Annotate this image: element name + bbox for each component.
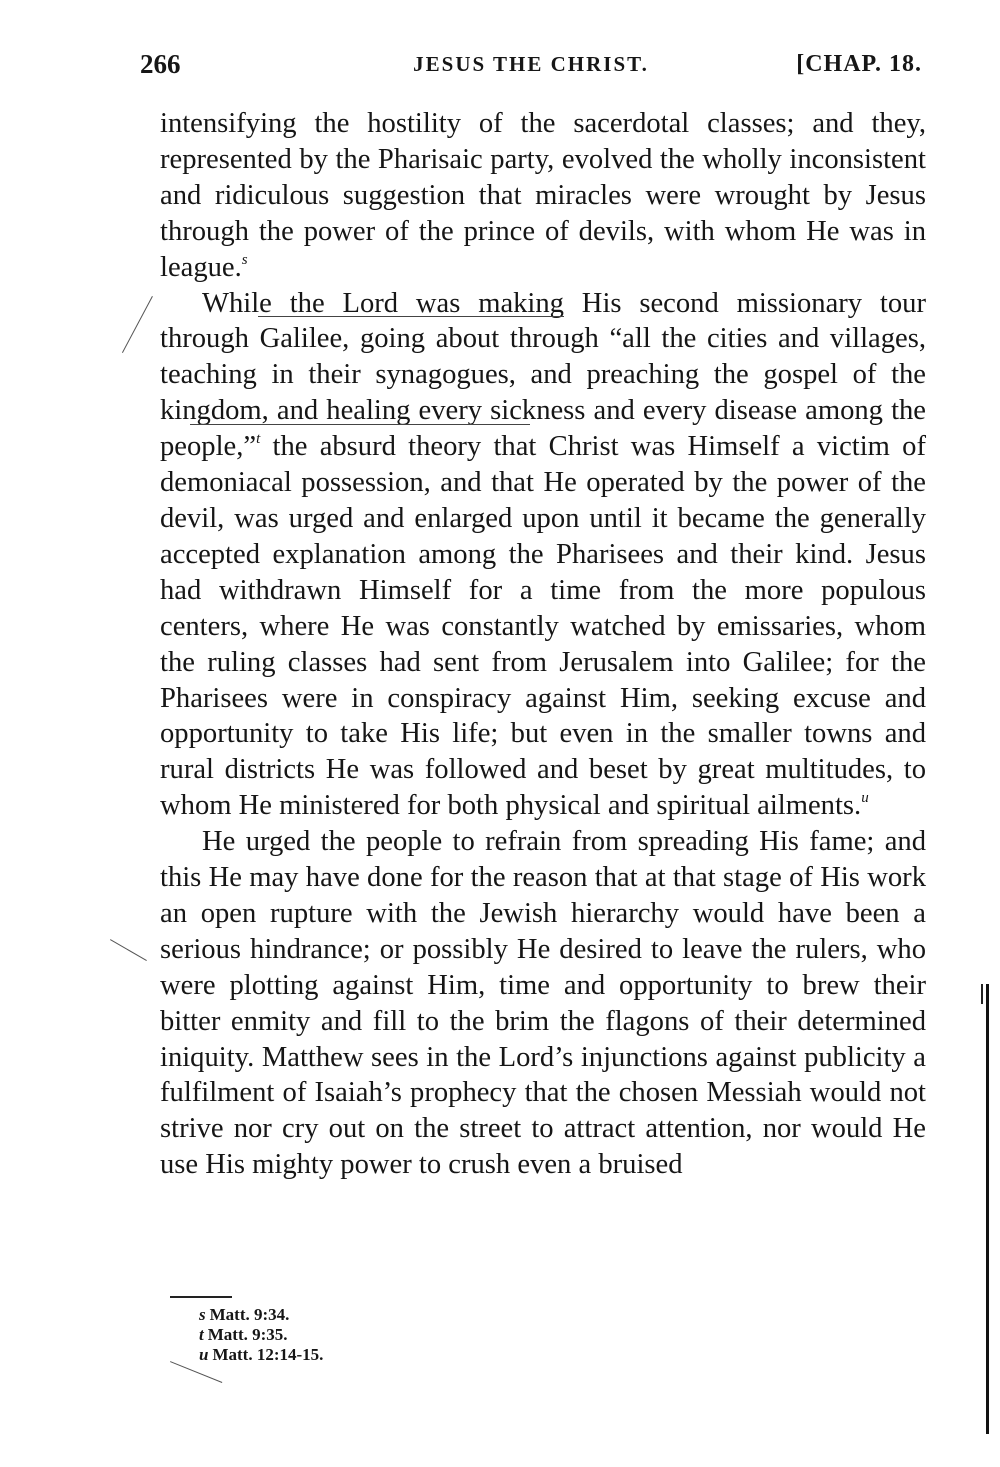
paragraph-1-text: intensifying the hostility of the sacerdotal classes; and they, represented by the Pharisaic party, evolved the wholly inconsistent and ridiculous suggestion that miracles were wrought by Jesus through the power of the prince of devils, with whom He was in league. [160, 108, 926, 283]
page-number: 266 [140, 49, 181, 79]
footnote-ref-t: t [256, 431, 261, 448]
footnote-text: Matt. 9:34. [209, 1305, 290, 1324]
paragraph-3-text: He urged the people to refrain from spreading His fame; and this He may have done for the reason that at that stage of His work an open rupture with the Jewish hierarchy would have been a serious hindrance; or possibly He desired to leave the rulers, who were plotting against Him, time and opportunity to brew their bitter enmity and fill to the brim the flagons of their determined iniquity. Matthew sees in the Lord’s injunctions against publicity a fulfilment of Isaiah’s prophecy that the chosen Messiah would not strive nor cry out on the street to attract attention, nor would He use His mighty power to crush even a bruised [160, 826, 926, 1181]
paragraph-2 [160, 286, 926, 825]
body-text [160, 106, 926, 1183]
footnote-mark: s [199, 1305, 206, 1324]
footnote-u [199, 1345, 323, 1365]
paragraph-1 [160, 106, 926, 286]
footnotes [199, 1305, 323, 1365]
paragraph-2-text-after: the absurd theory that Christ was Himself a victim of demoniacal possession, and that He operated by the power of the devil, was urged and enlarged upon until it became the generally accepted explanation among the Pharisees and their kind. Jesus had withdrawn Himself for a time from the more populous centers, where He was constantly watched by emissaries, whom the ruling classes had sent from Jerusalem into Galilee; for the Pharisees were in conspiracy against Him, seeking excuse and opportunity to take His life; but even in the smaller towns and rural districts He was followed and beset by great multitudes, to whom He ministered for both physical and spiritual ailments. [160, 431, 926, 822]
chapter-label: [CHAP. 18. [796, 51, 922, 77]
footnote-t [199, 1325, 323, 1345]
footnote-mark: u [199, 1345, 209, 1364]
pencil-slash-margin [122, 296, 153, 353]
footnote-text: Matt. 9:35. [207, 1325, 288, 1344]
pencil-underline-1 [258, 316, 564, 317]
paragraph-2-text-before: While the Lord was making His second missionary tour through Galilee, going about through “all the cities and villages, teaching in their synagogues, and preaching the gospel of the kingdom, and healing every sickness and every disease among the people,” [160, 287, 926, 463]
pencil-underline-2 [190, 424, 530, 425]
page-header [140, 44, 922, 84]
margin-tick [981, 984, 983, 1004]
running-title: JESUS THE CHRIST. [413, 52, 649, 76]
footnote-s [199, 1305, 323, 1325]
pencil-stroke-left [110, 939, 147, 961]
margin-bar [986, 984, 989, 1434]
footnote-ref-s: s [241, 251, 248, 268]
footnote-mark: t [199, 1325, 204, 1344]
paragraph-3 [160, 824, 926, 1183]
footnote-text: Matt. 12:14-15. [212, 1345, 324, 1364]
footnote-ref-u: u [861, 790, 869, 807]
footnote-divider [170, 1296, 232, 1298]
